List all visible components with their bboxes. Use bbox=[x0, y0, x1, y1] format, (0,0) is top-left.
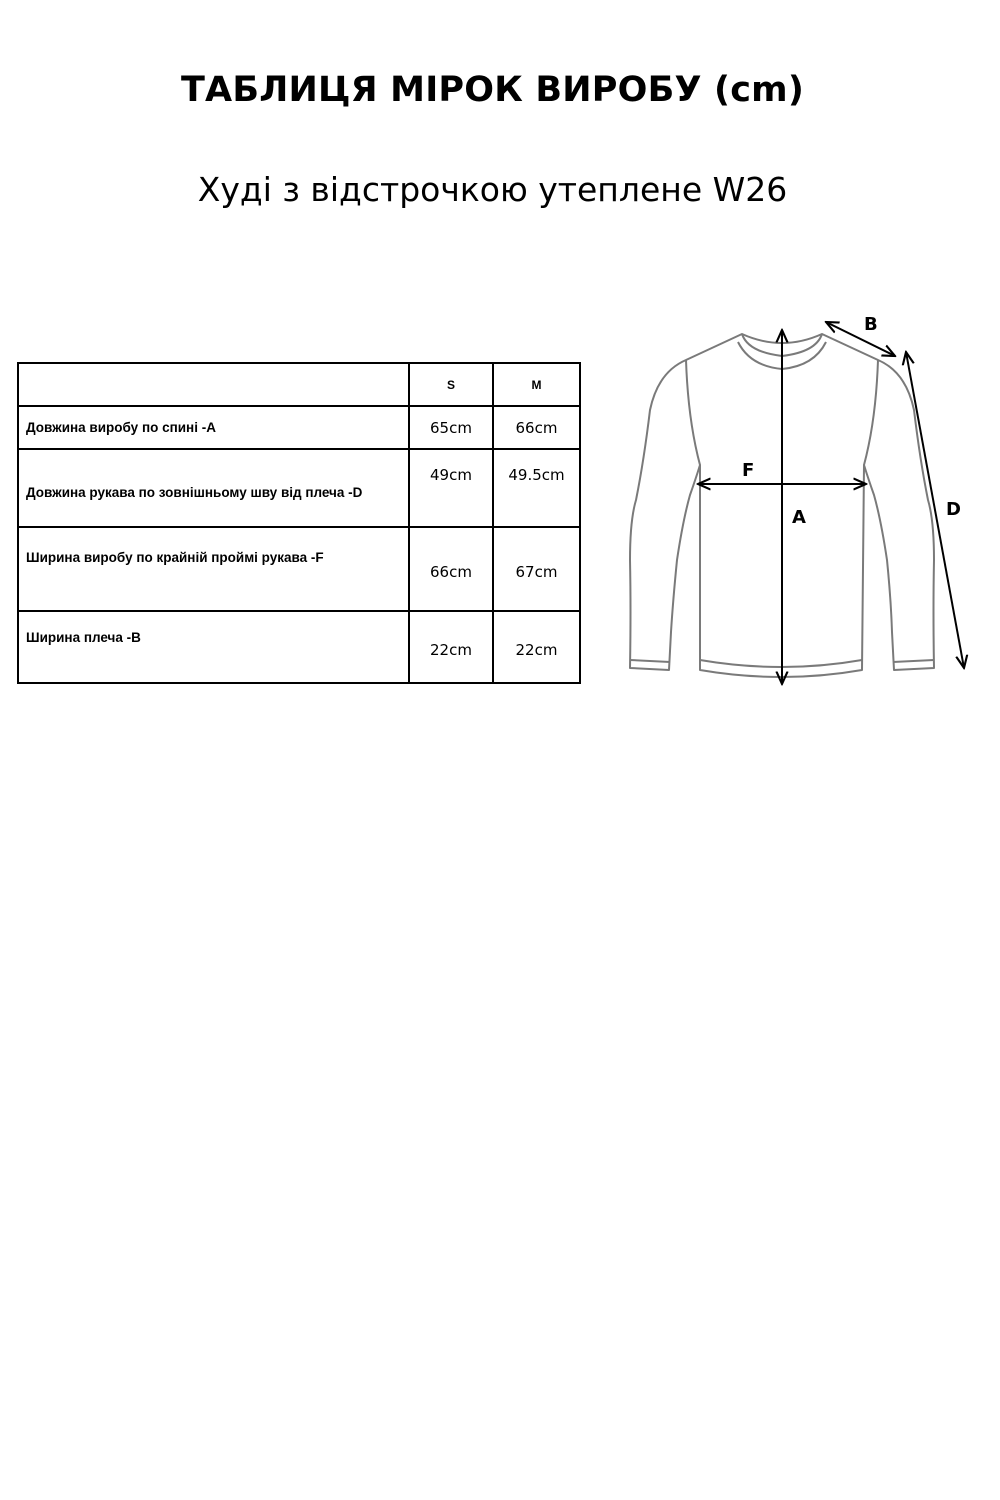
header-size-m: M bbox=[493, 363, 580, 406]
row-label: Ширина плеча -B bbox=[18, 611, 409, 683]
value-s: 65cm bbox=[409, 406, 493, 449]
value-m: 66cm bbox=[493, 406, 580, 449]
table-row bbox=[18, 611, 580, 683]
hoodie-measurement-diagram bbox=[600, 300, 980, 700]
row-label: Довжина виробу по спині -A bbox=[18, 406, 409, 449]
value-s: 49cm bbox=[409, 449, 493, 527]
header-size-s: S bbox=[409, 363, 493, 406]
table-row bbox=[18, 406, 580, 449]
header-empty-cell bbox=[18, 363, 409, 406]
value-s: 22cm bbox=[409, 611, 493, 683]
value-m: 22cm bbox=[493, 611, 580, 683]
page-title: ТАБЛИЦЯ МІРОК ВИРОБУ (cm) bbox=[180, 70, 805, 110]
table-header-row bbox=[18, 363, 580, 406]
table-row bbox=[18, 527, 580, 611]
row-label: Ширина виробу по крайній проймі рукава -F bbox=[18, 527, 409, 611]
row-label: Довжина рукава по зовнішньому шву від плеча -D bbox=[18, 449, 409, 527]
table-row bbox=[18, 449, 580, 527]
value-s: 66cm bbox=[409, 527, 493, 611]
value-m: 49.5cm bbox=[493, 449, 580, 527]
label-b: B bbox=[864, 314, 878, 335]
label-a: A bbox=[792, 507, 806, 528]
label-d: D bbox=[946, 499, 961, 520]
value-m: 67cm bbox=[493, 527, 580, 611]
label-f: F bbox=[742, 460, 755, 481]
size-table bbox=[17, 362, 581, 684]
product-name: Худі з відстрочкою утеплене W26 bbox=[197, 170, 788, 209]
